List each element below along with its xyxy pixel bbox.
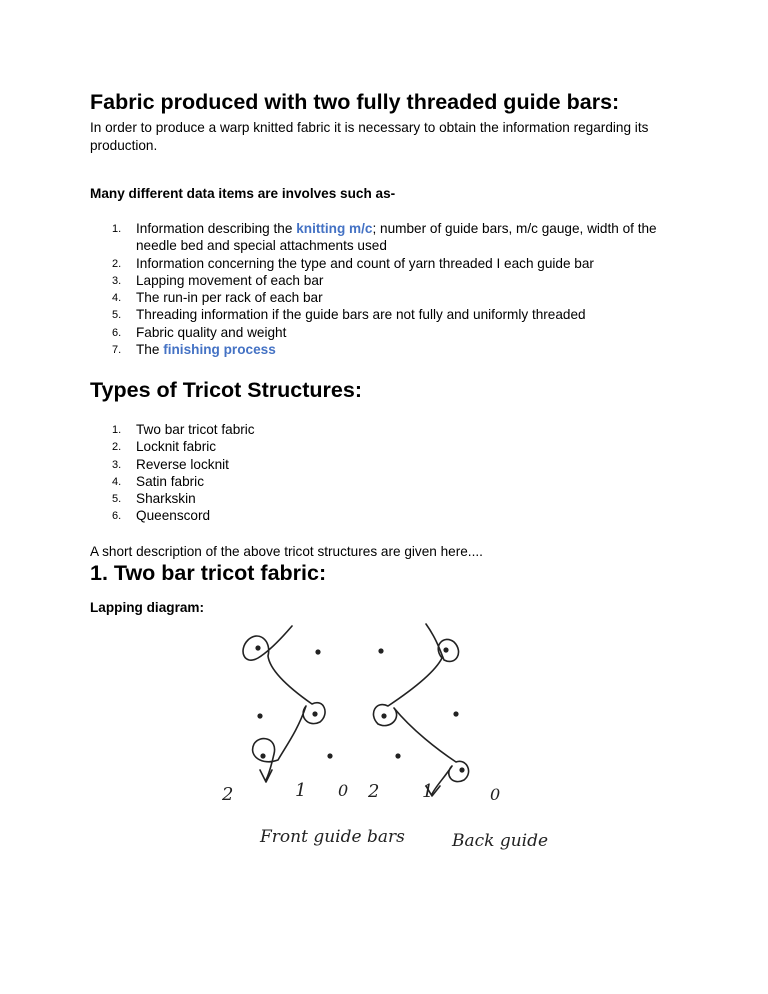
knitting-mc-link[interactable]: knitting m/c bbox=[296, 221, 373, 236]
tricot-types-list bbox=[90, 421, 696, 525]
back-guide-caption: Back guide bbox=[452, 831, 549, 851]
list-number: 5. bbox=[112, 309, 122, 322]
data-item bbox=[90, 341, 696, 358]
item-text: Two bar tricot fabric bbox=[136, 422, 255, 437]
list-item bbox=[90, 507, 696, 524]
list-number: 2. bbox=[112, 257, 122, 270]
front-number-2: 2 bbox=[222, 784, 234, 805]
two-bar-heading: 1. Two bar tricot fabric: bbox=[90, 561, 327, 585]
needle-dot bbox=[327, 753, 332, 758]
list-item bbox=[90, 456, 696, 473]
list-number: 2. bbox=[112, 441, 122, 454]
needle-dot bbox=[315, 649, 320, 654]
lapping-diagram-label: Lapping diagram: bbox=[90, 600, 205, 615]
item-text: Satin fabric bbox=[136, 473, 205, 489]
finishing-process-link[interactable]: finishing process bbox=[163, 342, 276, 358]
data-item bbox=[90, 306, 696, 323]
list-number: 4. bbox=[112, 475, 122, 488]
list-number: 1. bbox=[112, 424, 122, 436]
back-lap-line bbox=[373, 624, 468, 794]
front-number-0: 0 bbox=[338, 781, 349, 800]
list-number: 6. bbox=[112, 510, 122, 523]
item-text: Lapping movement of each bar bbox=[136, 272, 324, 288]
list-number: 3. bbox=[112, 458, 122, 471]
back-number-1: 1 bbox=[422, 781, 434, 802]
main-heading: Fabric produced with two fully threaded guide bars: bbox=[90, 90, 620, 114]
item-text: Information concerning the type and count of yarn threaded I each guide bar bbox=[136, 255, 594, 271]
needle-dot bbox=[459, 767, 464, 772]
data-item bbox=[90, 324, 696, 341]
list-number: 3. bbox=[112, 274, 122, 287]
item-text: ; number of guide bars, m/c gauge, width of the needle bed and special attachments used bbox=[136, 221, 657, 254]
needle-dot bbox=[255, 645, 260, 650]
intro-paragraph: In order to produce a warp knitted fabric it is necessary to obtain the information regarding its production. bbox=[90, 120, 649, 153]
types-heading: Types of Tricot Structures: bbox=[90, 378, 362, 402]
list-item bbox=[90, 438, 696, 455]
front-number-1: 1 bbox=[295, 780, 307, 801]
needle-dot bbox=[381, 713, 386, 718]
item-text: The bbox=[136, 342, 164, 358]
item-text: Sharkskin bbox=[136, 491, 196, 507]
item-text: Threading information if the guide bars are not fully and uniformly threaded bbox=[136, 307, 586, 323]
needle-dot bbox=[395, 753, 400, 758]
list-number: 1. bbox=[112, 223, 122, 235]
data-item bbox=[90, 272, 696, 289]
list-number: 5. bbox=[112, 493, 122, 506]
data-item bbox=[90, 289, 696, 306]
item-text: Queenscord bbox=[136, 508, 211, 524]
lapping-diagram bbox=[200, 610, 580, 870]
item-text: Reverse locknit bbox=[136, 456, 229, 472]
data-items-list bbox=[90, 220, 696, 358]
list-number: 7. bbox=[112, 344, 122, 357]
list-item bbox=[90, 490, 696, 507]
needle-dot bbox=[443, 647, 448, 652]
list-number: 6. bbox=[112, 326, 122, 339]
list-item bbox=[90, 421, 696, 438]
front-guide-caption: Front guide bars bbox=[260, 827, 405, 847]
back-number-2: 2 bbox=[368, 781, 380, 802]
needle-dot bbox=[257, 713, 262, 718]
data-item bbox=[90, 255, 696, 272]
short-description: A short description of the above tricot structures are given here.... bbox=[90, 544, 483, 559]
item-text: Fabric quality and weight bbox=[136, 324, 287, 340]
item-text: The run-in per rack of each bar bbox=[136, 290, 323, 306]
data-items-heading: Many different data items are involves such as- bbox=[90, 186, 396, 201]
item-text: Information describing the bbox=[136, 221, 297, 236]
item-text: Locknit fabric bbox=[136, 439, 217, 455]
data-item bbox=[90, 220, 696, 255]
needle-dot bbox=[260, 753, 265, 758]
list-number: 4. bbox=[112, 292, 122, 305]
needle-dot bbox=[378, 648, 383, 653]
needle-dot bbox=[453, 711, 458, 716]
needle-dot bbox=[312, 711, 317, 716]
front-lap-line bbox=[243, 626, 325, 780]
back-number-0: 0 bbox=[490, 785, 501, 804]
list-item bbox=[90, 473, 696, 490]
